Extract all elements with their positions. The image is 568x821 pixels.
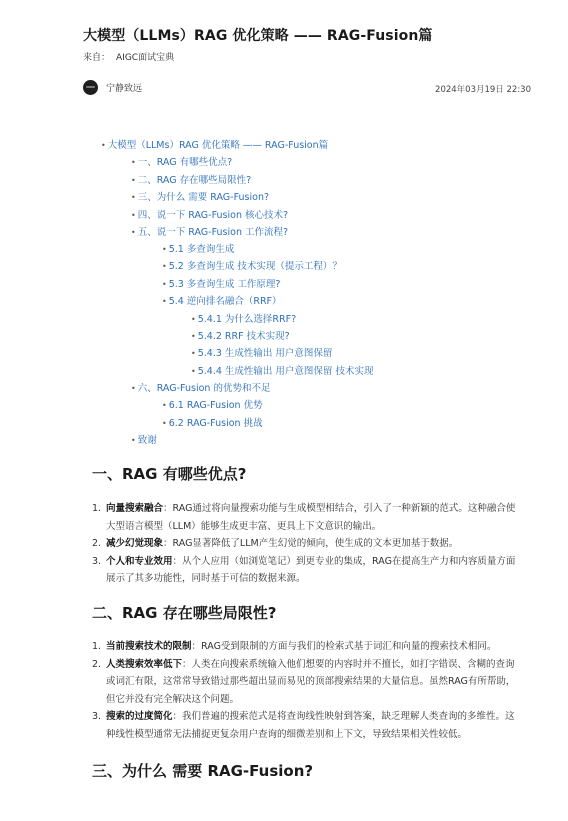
- section-heading: 二、RAG 存在哪些局限性?: [92, 604, 277, 622]
- bullet-icon: •: [131, 228, 136, 237]
- toc-link[interactable]: • 三、为什么 需要 RAG-Fusion?: [131, 192, 270, 203]
- toc-link[interactable]: • 一、RAG 有哪些优点?: [131, 157, 233, 168]
- source-line: [83, 50, 174, 63]
- advantages-list: [92, 500, 522, 588]
- toc-link[interactable]: • 致谢: [131, 435, 157, 446]
- toc-link[interactable]: • 5.4.1 为什么选择RRF?: [191, 314, 297, 325]
- bullet-icon: •: [131, 176, 136, 185]
- source-name: AIGC面试宝典: [116, 53, 175, 63]
- bullet-icon: •: [162, 401, 167, 410]
- bullet-icon: •: [131, 158, 136, 167]
- toc-link[interactable]: • 5.2 多查询生成 技术实现（提示工程）？: [162, 261, 342, 272]
- list-item: 1. 当前搜索技术的限制：RAG受到限制的方面与我们的检索式基于词汇和向量的搜索技术相同。: [92, 641, 497, 652]
- toc-link[interactable]: • 6.1 RAG-Fusion 优势: [162, 400, 263, 411]
- toc-link[interactable]: • 5.3 多查询生成 工作原理?: [162, 279, 281, 290]
- toc-link[interactable]: • 五、说一下 RAG-Fusion 工作流程?: [131, 227, 289, 238]
- list-item: 2. 减少幻觉现象：RAG显著降低了LLM产生幻觉的倾向，使生成的文本更加基于数据。: [92, 538, 459, 549]
- toc-link[interactable]: • 二、RAG 存在哪些局限性?: [131, 175, 252, 186]
- bullet-icon: •: [162, 280, 167, 289]
- toc-link[interactable]: • 5.4.4 生成性输出 用户意图保留 技术实现: [191, 366, 374, 377]
- bullet-icon: •: [131, 193, 136, 202]
- source-label: 来自：: [83, 53, 111, 63]
- toc-link[interactable]: • 5.4.3 生成性输出 用户意图保留: [191, 348, 333, 359]
- bullet-icon: •: [162, 419, 167, 428]
- bullet-icon: •: [191, 367, 196, 376]
- list-item: 3. 个人和专业效用：从个人应用（如浏览笔记）到更专业的集成，RAG在提高生产力和内容质量方面展示了其多功能性，同时基于可信的数据来源。: [92, 555, 516, 584]
- toc-link[interactable]: • 大模型（LLMs）RAG 优化策略 —— RAG-Fusion篇: [101, 140, 329, 151]
- bullet-icon: •: [101, 141, 106, 150]
- bullet-icon: •: [191, 315, 196, 324]
- bullet-icon: •: [162, 297, 167, 306]
- toc-link[interactable]: • 6.2 RAG-Fusion 挑战: [162, 418, 263, 429]
- toc-link[interactable]: • 5.1 多查询生成: [162, 244, 235, 255]
- avatar[interactable]: [83, 80, 98, 95]
- page-title: 大模型（LLMs）RAG 优化策略 —— RAG-Fusion篇: [83, 28, 433, 44]
- list-item: 2. 人类搜索效率低下：人类在向搜索系统输入他们想要的内容时并不擅长，如打字错误、含糊的查询或词汇有限，这常常导致错过那些超出显而易见的顶部搜索结果的大量信息。虽然RAG有所帮助，但它并没有完全解决这个问题。: [92, 658, 516, 705]
- bullet-icon: •: [162, 245, 167, 254]
- toc-link[interactable]: • 5.4 逆向排名融合（RRF）: [162, 296, 282, 307]
- publish-date: 2024年03月19日 22:30: [435, 85, 531, 95]
- bullet-icon: •: [131, 384, 136, 393]
- author-row: [83, 80, 142, 95]
- bullet-icon: •: [191, 349, 196, 358]
- bullet-icon: •: [131, 436, 136, 445]
- list-item: 1. 向量搜索融合：RAG通过将向量搜索功能与生成模型相结合，引入了一种新颖的范式。这种融合使大型语言模型（LLM）能够生成更丰富、更具上下文意识的输出。: [92, 503, 516, 532]
- bullet-icon: •: [191, 332, 196, 341]
- section-heading: 三、为什么 需要 RAG-Fusion?: [92, 762, 314, 780]
- toc-link[interactable]: • 四、说一下 RAG-Fusion 核心技术?: [131, 210, 289, 221]
- limitations-list: [92, 638, 522, 743]
- bullet-icon: •: [131, 211, 136, 220]
- section-heading: 一、RAG 有哪些优点?: [92, 465, 247, 483]
- list-item: 3. 搜索的过度简化：我们普遍的搜索范式是将查询线性映射到答案，缺乏理解人类查询的多维性。这种线性模型通常无法捕捉更复杂用户查询的细微差别和上下文，导致结果相关性较低。: [92, 711, 515, 740]
- bullet-icon: •: [162, 262, 167, 271]
- author-name[interactable]: 宁静致远: [106, 84, 143, 94]
- toc-link[interactable]: • 5.4.2 RRF 技术实现?: [191, 331, 290, 342]
- toc-link[interactable]: • 六、RAG-Fusion 的优势和不足: [131, 383, 271, 394]
